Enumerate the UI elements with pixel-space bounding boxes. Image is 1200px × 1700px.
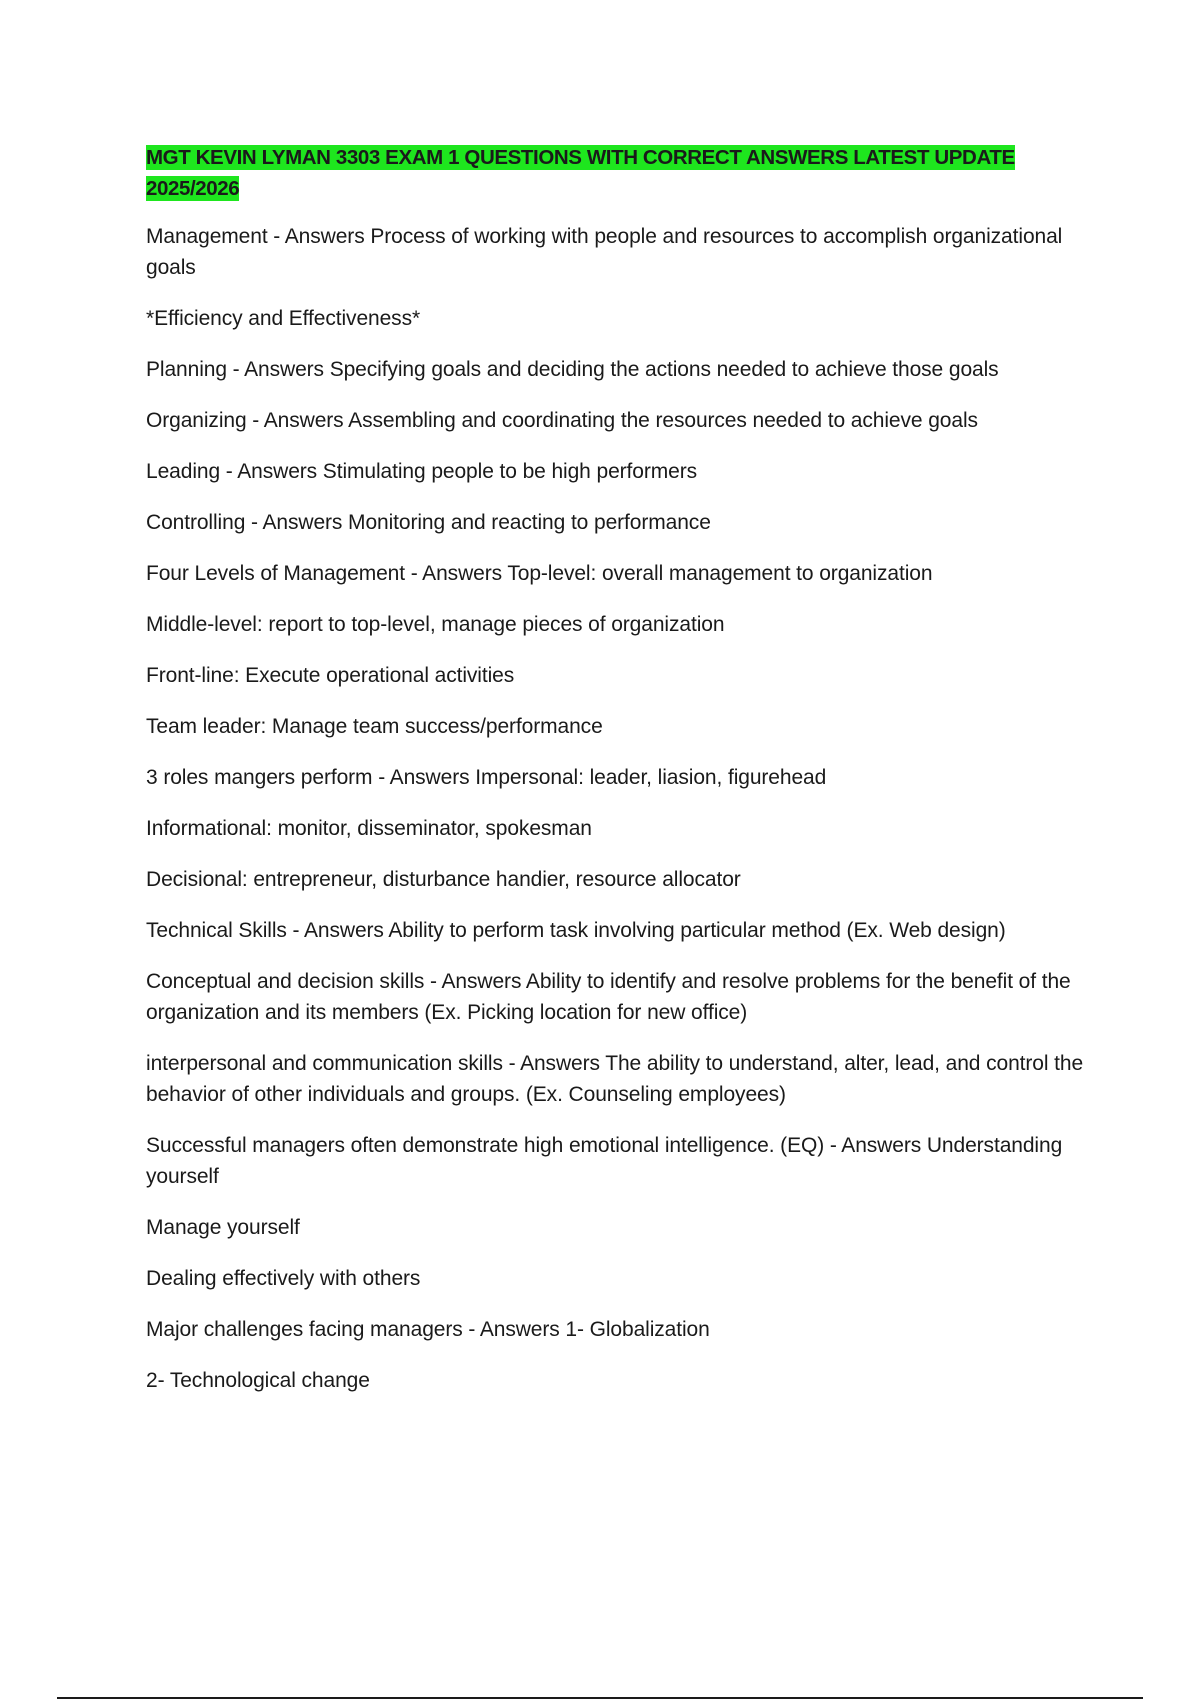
paragraph-four-levels: Four Levels of Management - Answers Top-level: overall management to organization (146, 562, 933, 585)
paragraph-technical-skills: Technical Skills - Answers Ability to perform task involving particular method (Ex. Web design) (146, 919, 1006, 942)
document-body (146, 142, 1086, 1416)
paragraph-emotional-intelligence: Successful managers often demonstrate high emotional intelligence. (EQ) - Answers Understanding yourself (146, 1134, 1063, 1188)
footer-divider (57, 1697, 1143, 1699)
paragraph-three-roles: 3 roles mangers perform - Answers Impersonal: leader, liasion, figurehead (146, 766, 827, 789)
paragraph-leading: Leading - Answers Stimulating people to be high performers (146, 460, 698, 483)
paragraph-interpersonal-skills: interpersonal and communication skills - Answers The ability to understand, alter, lead, and control the behavior of other individuals and groups. (Ex. Counseling employees) (146, 1052, 1084, 1106)
paragraph-manage-yourself: Manage yourself (146, 1216, 300, 1239)
paragraph-middle-level: Middle-level: report to top-level, manage pieces of organization (146, 613, 725, 636)
paragraph-management: Management - Answers Process of working with people and resources to accomplish organizational goals (146, 225, 1063, 279)
paragraph-team-leader: Team leader: Manage team success/performance (146, 715, 603, 738)
paragraph-front-line: Front-line: Execute operational activities (146, 664, 515, 687)
document-title (146, 142, 1086, 204)
paragraph-dealing-with-others: Dealing effectively with others (146, 1267, 421, 1290)
paragraph-planning: Planning - Answers Specifying goals and deciding the actions needed to achieve those goals (146, 358, 999, 381)
paragraph-organizing: Organizing - Answers Assembling and coordinating the resources needed to achieve goals (146, 409, 978, 432)
paragraph-major-challenges: Major challenges facing managers - Answers 1- Globalization (146, 1318, 710, 1341)
paragraph-decisional: Decisional: entrepreneur, disturbance handier, resource allocator (146, 868, 741, 891)
paragraph-informational: Informational: monitor, disseminator, spokesman (146, 817, 592, 840)
paragraph-controlling: Controlling - Answers Monitoring and reacting to performance (146, 511, 711, 534)
paragraph-technological-change: 2- Technological change (146, 1369, 370, 1392)
paragraph-conceptual-skills: Conceptual and decision skills - Answers Ability to identify and resolve problems for the benefit of the organization and its members (Ex. Picking location for new office) (146, 970, 1071, 1024)
title-highlight: MGT KEVIN LYMAN 3303 EXAM 1 QUESTIONS WITH CORRECT ANSWERS LATEST UPDATE 2025/2026 (146, 146, 1015, 200)
paragraph-efficiency: *Efficiency and Effectiveness* (146, 307, 421, 330)
